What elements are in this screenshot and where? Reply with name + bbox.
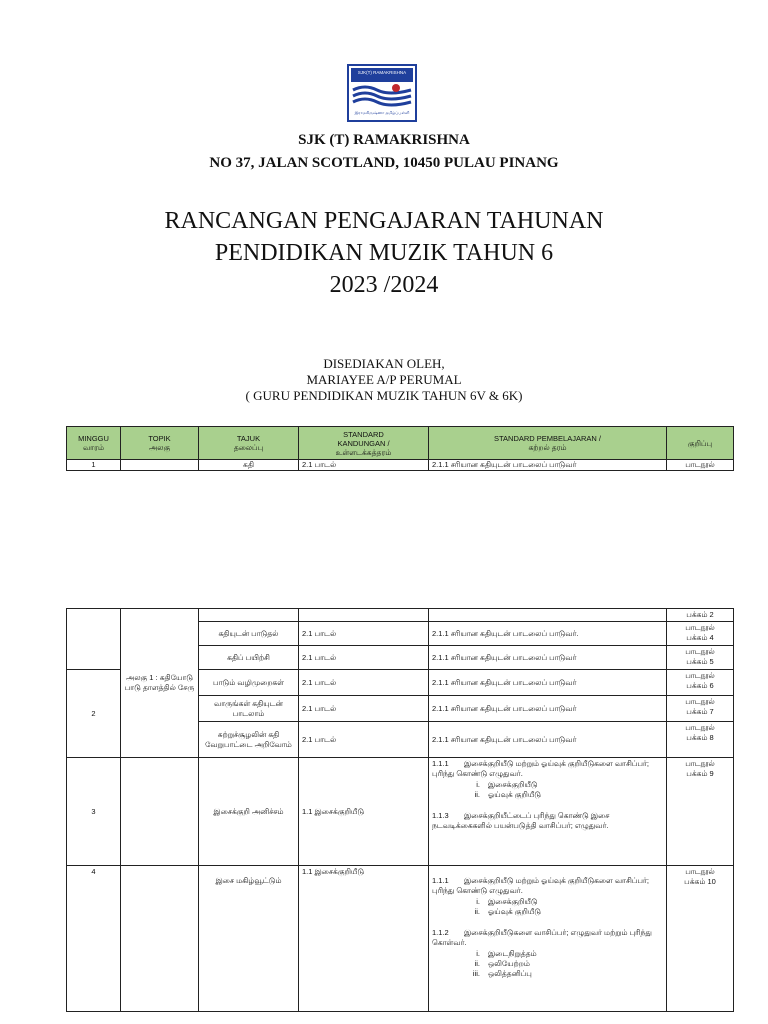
header-tajuk: TAJUK தலைப்பு <box>199 427 299 460</box>
cell-topic <box>121 460 199 471</box>
cell-sp: 2.1.1 சரியான கதியுடன் பாடலைப் பாடுவர் <box>429 696 667 722</box>
cell-note: பாடநூல் பக்கம் 4 <box>667 622 734 646</box>
cell-week: 2 <box>67 670 121 758</box>
cell-title: கதி <box>199 460 299 471</box>
table-row <box>67 866 734 1012</box>
cell-sk: 2.1 பாடல் <box>299 646 429 670</box>
logo-top-text: SJK(T) RAMAKRISHNA <box>357 70 407 75</box>
cell-sk: 2.1 பாடல் <box>299 460 429 471</box>
cell-sp <box>429 609 667 622</box>
logo-bottom-text: இராமகிருஷ்ணா தமிழ்ப்பள்ளி <box>354 110 410 115</box>
cell-sp: 2.1.1 சரியான கதியுடன் பாடலைப் பாடுவர் <box>429 722 667 758</box>
cell-sp: 1.1.1 இசைக்குறியீடு மற்றும் ஓய்வுக் குறியீடுகளை வாசிப்பர்; புரிந்து கொண்டு எழுதுவர். i. இசைக்குறியீடு ii. ஓய்வுக் குறியீடு 1.1.3 இசைக்குறியீட்டைப் புரிந்து கொண்டு இசை நடவடிக்கைகளில் பயன்படுத்தி வாசிப்பர்; எழுதுவர். <box>429 758 667 866</box>
school-address: NO 37, JALAN SCOTLAND, 10450 PULAU PINANG <box>209 155 559 171</box>
cell-note: பாடநூல் பக்கம் 8 <box>667 722 734 758</box>
table-row <box>67 460 734 471</box>
cell-sp: 1.1.1 இசைக்குறியீடு மற்றும் ஓய்வுக் குறியீடுகளை வாசிப்பர்; புரிந்து கொண்டு எழுதுவர். i. இசைக்குறியீடு ii. ஓய்வுக் குறியீடு 1.1.2 இசைக்குறியீடுகளை வாசிப்பர்; எழுதுவர் மற்றும் புரிந்து கொள்வர். i. இடைநிறுத்தம் ii. ஒலியேற்றம் iii. ஒலித்தனிப்பு <box>429 866 667 1012</box>
cell-week: 1 <box>67 460 121 471</box>
prepared-by-role: ( GURU PENDIDIKAN MUZIK TAHUN 6V & 6K) <box>245 388 523 403</box>
cell-title: பாடும் வழிமுறைகள் <box>199 670 299 696</box>
cell-note: பாடநூல் பக்கம் 9 <box>667 758 734 866</box>
table-header-row <box>67 427 734 460</box>
cell-sk: 2.1 பாடல் <box>299 722 429 758</box>
cell-sk: 2.1 பாடல் <box>299 670 429 696</box>
table-row <box>67 609 734 622</box>
cell-unit <box>121 866 199 1012</box>
cell-unit <box>121 758 199 866</box>
cell-sk <box>299 609 429 622</box>
school-name: SJK (T) RAMAKRISHNA <box>298 132 470 148</box>
cell-title: இசைக்குறி அனிச்சம் <box>199 758 299 866</box>
cell-sp: 2.1.1 சரியான கதியுடன் பாடலைப் பாடுவர் <box>429 460 667 471</box>
cell-note: பாடநூல் <box>667 460 734 471</box>
cell-note: பாடநூல் பக்கம் 6 <box>667 670 734 696</box>
cell-title: கதியுடன் பாடுதல் <box>199 622 299 646</box>
header-catatan: குறிப்பு <box>667 427 734 460</box>
header-standard-pembelajaran: STANDARD PEMBELAJARAN / கற்றல் தரம் <box>429 427 667 460</box>
header-minggu: MINGGU வாரம் <box>67 427 121 460</box>
school-logo <box>347 64 417 122</box>
plan-table-header <box>66 426 734 471</box>
cell-title <box>199 609 299 622</box>
doc-title-line2: PENDIDIKAN MUZIK TAHUN 6 <box>214 240 554 266</box>
cell-sk: 1.1 இசைக்குறியீடு <box>299 758 429 866</box>
cell-title: சுற்றுச்சூழலின் கதி வேறுபாட்டை அறிவோம் <box>199 722 299 758</box>
cell-sk: 2.1 பாடல் <box>299 622 429 646</box>
cell-title: வாருங்கள் கதியுடன் பாடலாம் <box>199 696 299 722</box>
cell-unit: அலகு 1 : கதியோடு பாடு தாளத்தில் சேரு <box>121 609 199 758</box>
cell-week: 3 <box>67 758 121 866</box>
doc-title-year: 2023 /2024 <box>329 272 439 298</box>
cell-sp: 2.1.1 சரியான கதியுடன் பாடலைப் பாடுவர் <box>429 646 667 670</box>
cell-note: பாடநூல் பக்கம் 5 <box>667 646 734 670</box>
cell-sk: 2.1 பாடல் <box>299 696 429 722</box>
plan-table-continued <box>66 608 734 1012</box>
cell-title: கதிப் பயிற்சி <box>199 646 299 670</box>
doc-title-line1: RANCANGAN PENGAJARAN TAHUNAN <box>164 208 604 234</box>
cell-sp: 2.1.1 சரியான கதியுடன் பாடலைப் பாடுவர் <box>429 670 667 696</box>
prepared-by-name: MARIAYEE A/P PERUMAL <box>306 372 462 387</box>
cell-sk: 1.1 இசைக்குறியீடு <box>299 866 429 1012</box>
header-standard-kandungan: STANDARD KANDUNGAN / உள்ளடக்கத்தரம் <box>299 427 429 460</box>
cell-sp: 2.1.1 சரியான கதியுடன் பாடலைப் பாடுவர். <box>429 622 667 646</box>
cell-week <box>67 609 121 670</box>
cell-note: பாடநூல் பக்கம் 7 <box>667 696 734 722</box>
cell-note: பாடநூல் பக்கம் 10 <box>667 866 734 1012</box>
cell-week: 4 <box>67 866 121 1012</box>
table-row <box>67 758 734 866</box>
cell-note: பக்கம் 2 <box>667 609 734 622</box>
cell-title: இசை மகிழ்வூட்டும் <box>199 866 299 1012</box>
prepared-by-label: DISEDIAKAN OLEH, <box>323 356 445 371</box>
header-topik: TOPIK அலகு <box>121 427 199 460</box>
